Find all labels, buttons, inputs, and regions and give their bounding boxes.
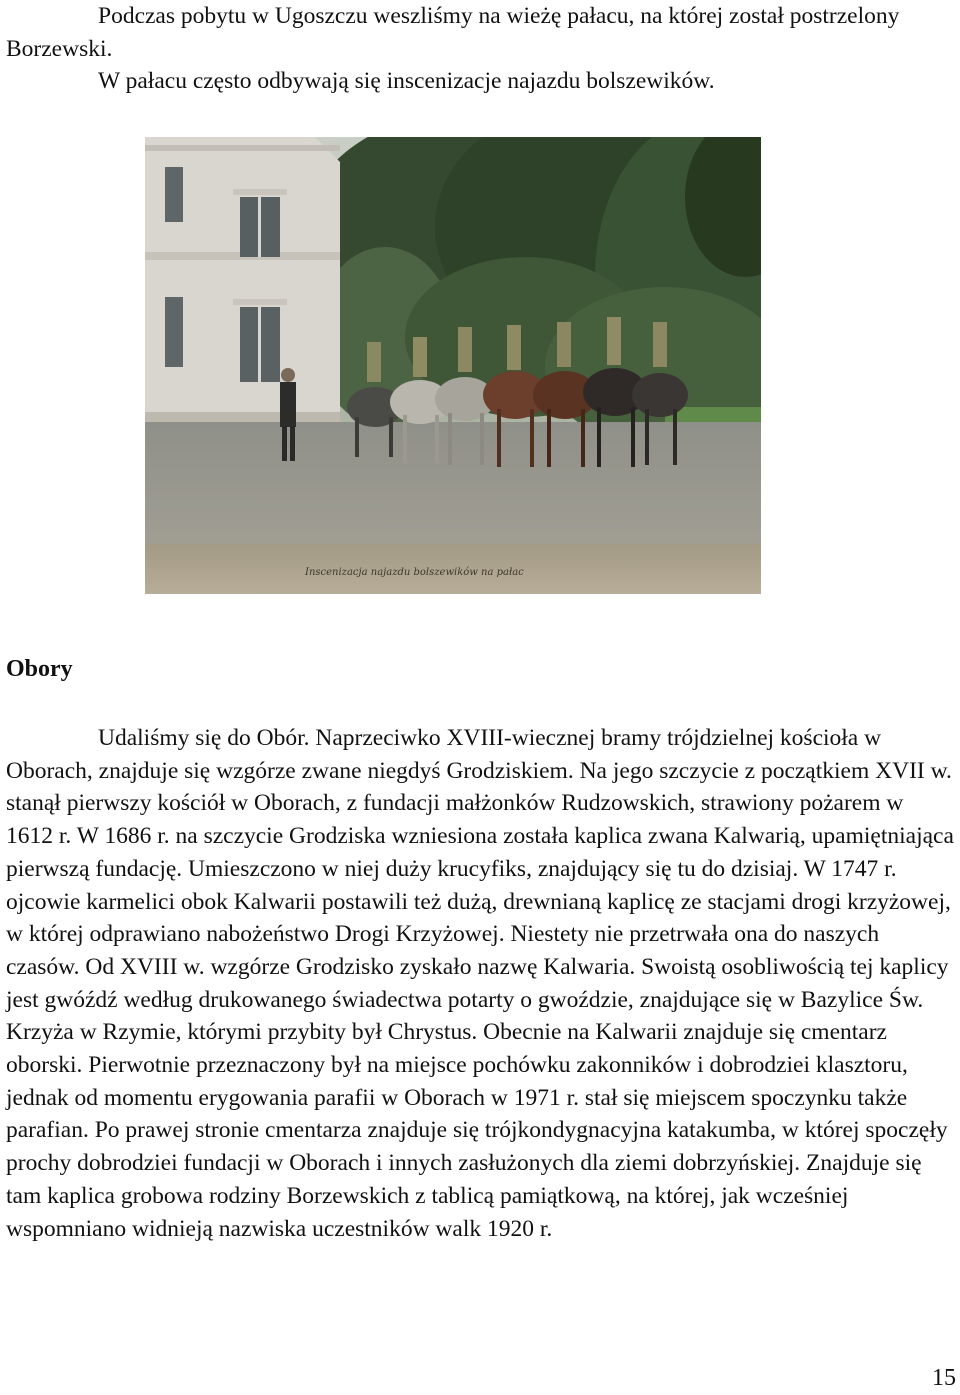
- intro-paragraph: [6, 0, 946, 98]
- photo-caption: Inscenizacja najazdu bolszewików na pałac: [305, 567, 524, 578]
- intro-line-2: W pałacu często odbywają się inscenizacje najazdu bolszewików.: [98, 68, 715, 94]
- photo-caption-strip: [145, 544, 761, 594]
- palace-building: [145, 137, 340, 422]
- photo-illustration: [145, 137, 761, 594]
- intro-line-1: Podczas pobytu w Ugoszczu weszliśmy na wieżę pałacu, na której został postrzelony Borzewski.: [6, 3, 900, 62]
- section-heading: Obory: [6, 656, 73, 682]
- page-number: 15: [932, 1365, 956, 1391]
- section-body: Udaliśmy się do Obór. Naprzeciwko XVIII-wiecznej bramy trójdzielnej kościoła w Oborach, znajduje się wzgórze zwane niegdyś Grodziskiem. Na jego szczycie z początkiem XVII w. stanął pierwszy kościół w Oborach, z fundacji małżonków Rudzowskich, strawiony pożarem w 1612 r. W 1686 r. na szczycie Grodziska wzniesiona została kaplica zwana Kalwarią, upamiętniająca pierwszą fundację. Umieszczono w niej duży krucyfiks, znajdujący się tu do dzisiaj. W 1747 r. ojcowie karmelici obok Kalwarii postawili też dużą, drewnianą kaplicę ze stacjami drogi krzyżowej, w której odprawiano nabożeństwo Drogi Krzyżowej. Niestety nie przetrwała ona do naszych czasów. Od XVIII w. wzgórze Grodzisko zyskało nazwę Kalwaria. Swoistą osobliwością tej kaplicy jest gwóźdź według drukowanego świadectwa potarty o gwoździe, znajdujące się w Bazylice Św. Krzyża w Rzymie, którymi przybity był Chrystus. Obecnie na Kalwarii znajduje się cmentarz oborski. Pierwotnie przeznaczony był na miejsce pochówku zakonników i dobrodziei klasztoru, jednak od momentu erygowania parafii w Oborach w 1971 r. stał się miejscem spoczynku także parafian. Po prawej stronie cmentarza znajduje się trójkondygnacyjna katakumba, w której spoczęły prochy dobrodziei fundacji w Oborach i innych zasłużonych dla ziemi dobrzyńskiej. Znajduje się tam kaplica grobowa rodziny Borzewskich z tablicą pamiątkową, na której, jak wcześniej wspomniano widnieją nazwiska uczestników walk 1920 r.: [6, 725, 954, 1242]
- palace-reenactment-photo: [145, 137, 761, 594]
